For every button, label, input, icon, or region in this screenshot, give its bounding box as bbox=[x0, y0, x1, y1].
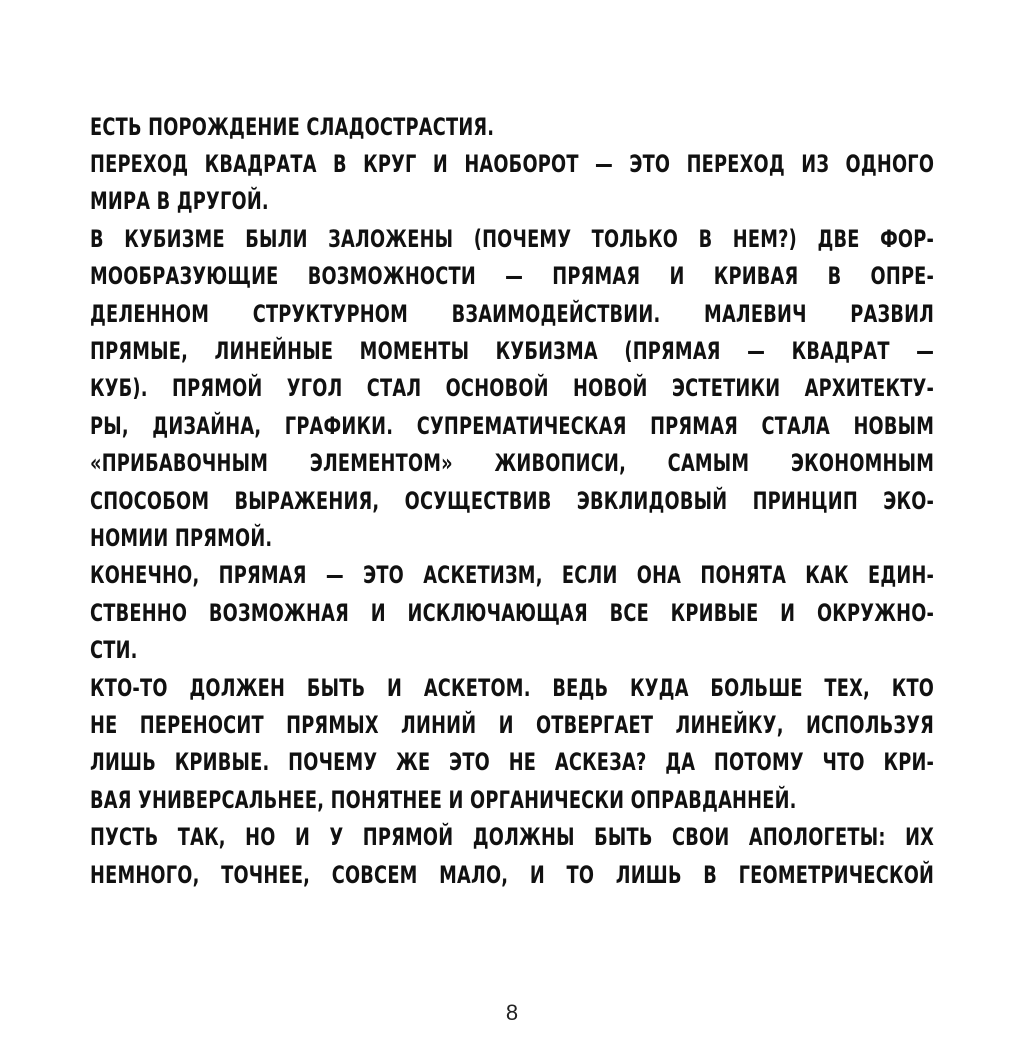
word: КОНЕЧНО, bbox=[90, 561, 200, 590]
word: ЭТО bbox=[449, 748, 490, 777]
text-line bbox=[90, 145, 934, 182]
word: КВАДРАТА bbox=[204, 150, 317, 179]
word: ДРУГОЙ. bbox=[170, 187, 269, 216]
word: АСКЕТИЗМ, bbox=[423, 561, 543, 590]
word: ДОЛЖЕН bbox=[189, 673, 286, 702]
word: ЭКОНОМНЫМ bbox=[790, 449, 935, 478]
word: — bbox=[325, 561, 344, 590]
word: ТОЛЬКО bbox=[591, 224, 679, 253]
word: КРУГ bbox=[363, 150, 417, 179]
word: У bbox=[329, 823, 344, 852]
text-line bbox=[90, 370, 934, 407]
word: В bbox=[703, 860, 718, 889]
word: ЕДИН- bbox=[867, 561, 935, 590]
word: КРИ- bbox=[883, 748, 935, 777]
word: И bbox=[294, 823, 311, 852]
word: АРХИТЕКТУ- bbox=[804, 374, 935, 403]
word: КУБИЗМА bbox=[495, 337, 598, 366]
word: ЭТО bbox=[363, 561, 405, 590]
word: ПРЯМЫХ bbox=[286, 710, 379, 739]
word: ВОЗМОЖНОСТИ bbox=[307, 262, 476, 291]
word: ОСНОВОЙ bbox=[445, 374, 549, 403]
word: МОМЕНТЫ bbox=[359, 337, 470, 366]
word: ОНА bbox=[636, 561, 682, 590]
word: БЫТЬ bbox=[306, 673, 366, 702]
word: СОВСЕМ bbox=[331, 860, 418, 889]
word: ТОЧНЕЕ, bbox=[221, 860, 311, 889]
word: И bbox=[780, 598, 796, 627]
word: НО bbox=[245, 823, 276, 852]
word: БЫЛИ bbox=[245, 224, 308, 253]
word: МАЛЕВИЧ bbox=[704, 299, 807, 328]
word: БОЛЬШЕ bbox=[710, 673, 803, 702]
word: ОДНОГО bbox=[845, 150, 935, 179]
text-line bbox=[90, 818, 934, 855]
word: ЗАЛОЖЕНЫ bbox=[328, 224, 454, 253]
word: РЫ, bbox=[90, 411, 129, 440]
word: ТЕХ, bbox=[824, 673, 871, 702]
text-line bbox=[90, 445, 934, 482]
word: УГОЛ bbox=[286, 374, 343, 403]
word: ПРИНЦИП bbox=[752, 486, 858, 515]
word: АСКЕЗА? bbox=[554, 748, 647, 777]
word: ПЕРЕХОД bbox=[90, 150, 189, 179]
word: АСКЕТОМ. bbox=[423, 673, 531, 702]
word: ПРЯМЫЕ, bbox=[90, 337, 189, 366]
word: ИЗ bbox=[801, 150, 830, 179]
word: СТИ. bbox=[90, 636, 138, 665]
word: ТАК, bbox=[177, 823, 226, 852]
word: СТВЕННО bbox=[90, 598, 188, 627]
word: ФОР- bbox=[880, 224, 935, 253]
word: ВЗАИМОДЕЙСТВИИ. bbox=[451, 299, 661, 328]
text-line bbox=[90, 631, 934, 668]
word: ОКРУЖНО- bbox=[816, 598, 935, 627]
word: ПРЯМАЯ bbox=[218, 561, 307, 590]
word: ЕСЛИ bbox=[561, 561, 618, 590]
word: ПРЯМОЙ. bbox=[168, 523, 273, 552]
word: ТО bbox=[566, 860, 595, 889]
text-line bbox=[90, 258, 934, 295]
text-line bbox=[90, 557, 934, 594]
word: — bbox=[595, 150, 613, 179]
word: БЫТЬ bbox=[594, 823, 653, 852]
word: И bbox=[370, 598, 386, 627]
word: ЛИНИЙ bbox=[401, 710, 477, 739]
word: В bbox=[698, 224, 713, 253]
word: (ПРЯМАЯ bbox=[624, 337, 721, 366]
word: В bbox=[90, 224, 104, 253]
text-line bbox=[90, 781, 934, 818]
word: КТО bbox=[891, 673, 935, 702]
word: ЖИВОПИСИ, bbox=[494, 449, 627, 478]
word: И bbox=[498, 710, 514, 739]
word: СВОИ bbox=[672, 823, 730, 852]
word: ПЕРЕНОСИТ bbox=[139, 710, 264, 739]
word: ДЕЛЕННОМ bbox=[90, 299, 210, 328]
word: ЖЕ bbox=[396, 748, 431, 777]
word: ЧТО bbox=[822, 748, 865, 777]
word: ОПРЕ- bbox=[870, 262, 935, 291]
text-line bbox=[90, 108, 934, 145]
word: ГЕОМЕТРИЧЕСКОЙ bbox=[738, 860, 935, 889]
word: РАЗВИЛ bbox=[850, 299, 935, 328]
word: ДА bbox=[665, 748, 696, 777]
word: САМЫМ bbox=[667, 449, 750, 478]
word: МАЛО, bbox=[439, 860, 509, 889]
page-number: 8 bbox=[505, 1000, 519, 1025]
word: КУБИЗМЕ bbox=[124, 224, 225, 253]
text-line bbox=[90, 183, 934, 220]
word: ЭВКЛИДОВЫЙ bbox=[576, 486, 728, 515]
word: СУПРЕМАТИЧЕСКАЯ bbox=[416, 411, 627, 440]
word: НОВОЙ bbox=[573, 374, 648, 403]
word: СТАЛА bbox=[761, 411, 831, 440]
word: ЭТО bbox=[629, 150, 671, 179]
text-line bbox=[90, 856, 934, 893]
word: И bbox=[669, 262, 685, 291]
word: ПЕРЕХОД bbox=[686, 150, 785, 179]
text-line bbox=[90, 220, 934, 257]
word: ГРАФИКИ. bbox=[284, 411, 394, 440]
word: ВЕДЬ bbox=[552, 673, 609, 702]
word: КРИВЫЕ. bbox=[174, 748, 270, 777]
word: ЕСТЬ bbox=[90, 112, 142, 141]
word: ОРГАНИЧЕСКИ bbox=[463, 785, 625, 814]
word: ВСЕ bbox=[609, 598, 649, 627]
body-text bbox=[90, 108, 935, 893]
word: «ПРИБАВОЧНЫМ bbox=[90, 449, 269, 478]
word: ОПРАВДАННЕЙ. bbox=[624, 785, 797, 814]
text-line bbox=[90, 407, 934, 444]
word: ДВЕ bbox=[817, 224, 860, 253]
word: ВЫРАЖЕНИЯ, bbox=[234, 486, 380, 515]
word: В bbox=[827, 262, 842, 291]
word: АПОЛОГЕТЫ: bbox=[748, 823, 886, 852]
word: ПРЯМОЙ bbox=[362, 823, 454, 852]
word: УНИВЕРСАЛЬНЕЕ, bbox=[131, 785, 325, 814]
text-line bbox=[90, 295, 934, 332]
text-line bbox=[90, 519, 934, 556]
word: СТАЛ bbox=[366, 374, 422, 403]
word: МИРА bbox=[90, 187, 151, 216]
text-line bbox=[90, 669, 934, 706]
word: КТО-ТО bbox=[90, 673, 168, 702]
word: НАОБОРОТ bbox=[464, 150, 579, 179]
word: КУБ). bbox=[90, 374, 148, 403]
word: ПОЧЕМУ bbox=[288, 748, 378, 777]
text-line bbox=[90, 482, 934, 519]
word: ДИЗАЙНА, bbox=[152, 411, 262, 440]
word: В bbox=[333, 150, 347, 179]
word: — bbox=[916, 337, 935, 366]
word: ИСПОЛЬЗУЯ bbox=[805, 710, 935, 739]
text-line bbox=[90, 706, 934, 743]
word: ЭЛЕМЕНТОМ» bbox=[309, 449, 453, 478]
word: ПРЯМАЯ bbox=[650, 411, 739, 440]
word: ПРЯМАЯ bbox=[552, 262, 641, 291]
word: ОТВЕРГАЕТ bbox=[535, 710, 654, 739]
word: КАК bbox=[805, 561, 849, 590]
word: СТРУКТУРНОМ bbox=[252, 299, 409, 328]
word: (ПОЧЕМУ bbox=[473, 224, 572, 253]
word: ПУСТЬ bbox=[90, 823, 159, 852]
word: И bbox=[387, 673, 403, 702]
word: ЛИШЬ bbox=[90, 748, 156, 777]
word: НЕ bbox=[508, 748, 537, 777]
word: НЕ bbox=[90, 710, 118, 739]
text-line bbox=[90, 332, 934, 369]
word: И bbox=[442, 785, 464, 814]
word: СПОСОБОМ bbox=[90, 486, 210, 515]
word: ПОТОМУ bbox=[713, 748, 804, 777]
word: ПОРОЖДЕНИЕ bbox=[141, 112, 300, 141]
word: КРИВАЯ bbox=[713, 262, 799, 291]
text-line bbox=[90, 744, 934, 781]
word: ИСКЛЮЧАЮЩАЯ bbox=[407, 598, 588, 627]
word: — bbox=[747, 337, 766, 366]
word: КРИВЫЕ bbox=[670, 598, 759, 627]
word: МООБРАЗУЮЩИЕ bbox=[90, 262, 279, 291]
word: ЛИНЕЙКУ, bbox=[675, 710, 784, 739]
word: ЭКО- bbox=[883, 486, 935, 515]
word: ПОНЯТНЕЕ bbox=[324, 785, 443, 814]
word: НОМИИ bbox=[90, 523, 169, 552]
word: ПРЯМОЙ bbox=[171, 374, 263, 403]
word: СЛАДОСТРАСТИЯ. bbox=[299, 112, 495, 141]
text-line bbox=[90, 594, 934, 631]
word: НОВЫМ bbox=[853, 411, 935, 440]
word: — bbox=[505, 262, 524, 291]
word: КВАДРАТ bbox=[791, 337, 890, 366]
word: НЕМ?) bbox=[732, 224, 798, 253]
word: И bbox=[432, 150, 448, 179]
word: ИХ bbox=[905, 823, 935, 852]
word: И bbox=[529, 860, 545, 889]
word: ЛИШЬ bbox=[615, 860, 682, 889]
word: ПОНЯТА bbox=[700, 561, 787, 590]
word: ВАЯ bbox=[90, 785, 132, 814]
word: ЛИНЕЙНЫЕ bbox=[214, 337, 334, 366]
word: ОСУЩЕСТВИВ bbox=[404, 486, 552, 515]
word: В bbox=[150, 187, 171, 216]
word: НЕМНОГО, bbox=[90, 860, 200, 889]
word: ЭСТЕТИКИ bbox=[671, 374, 781, 403]
word: ВОЗМОЖНАЯ bbox=[208, 598, 349, 627]
word: ДОЛЖНЫ bbox=[472, 823, 575, 852]
word: КУДА bbox=[630, 673, 689, 702]
